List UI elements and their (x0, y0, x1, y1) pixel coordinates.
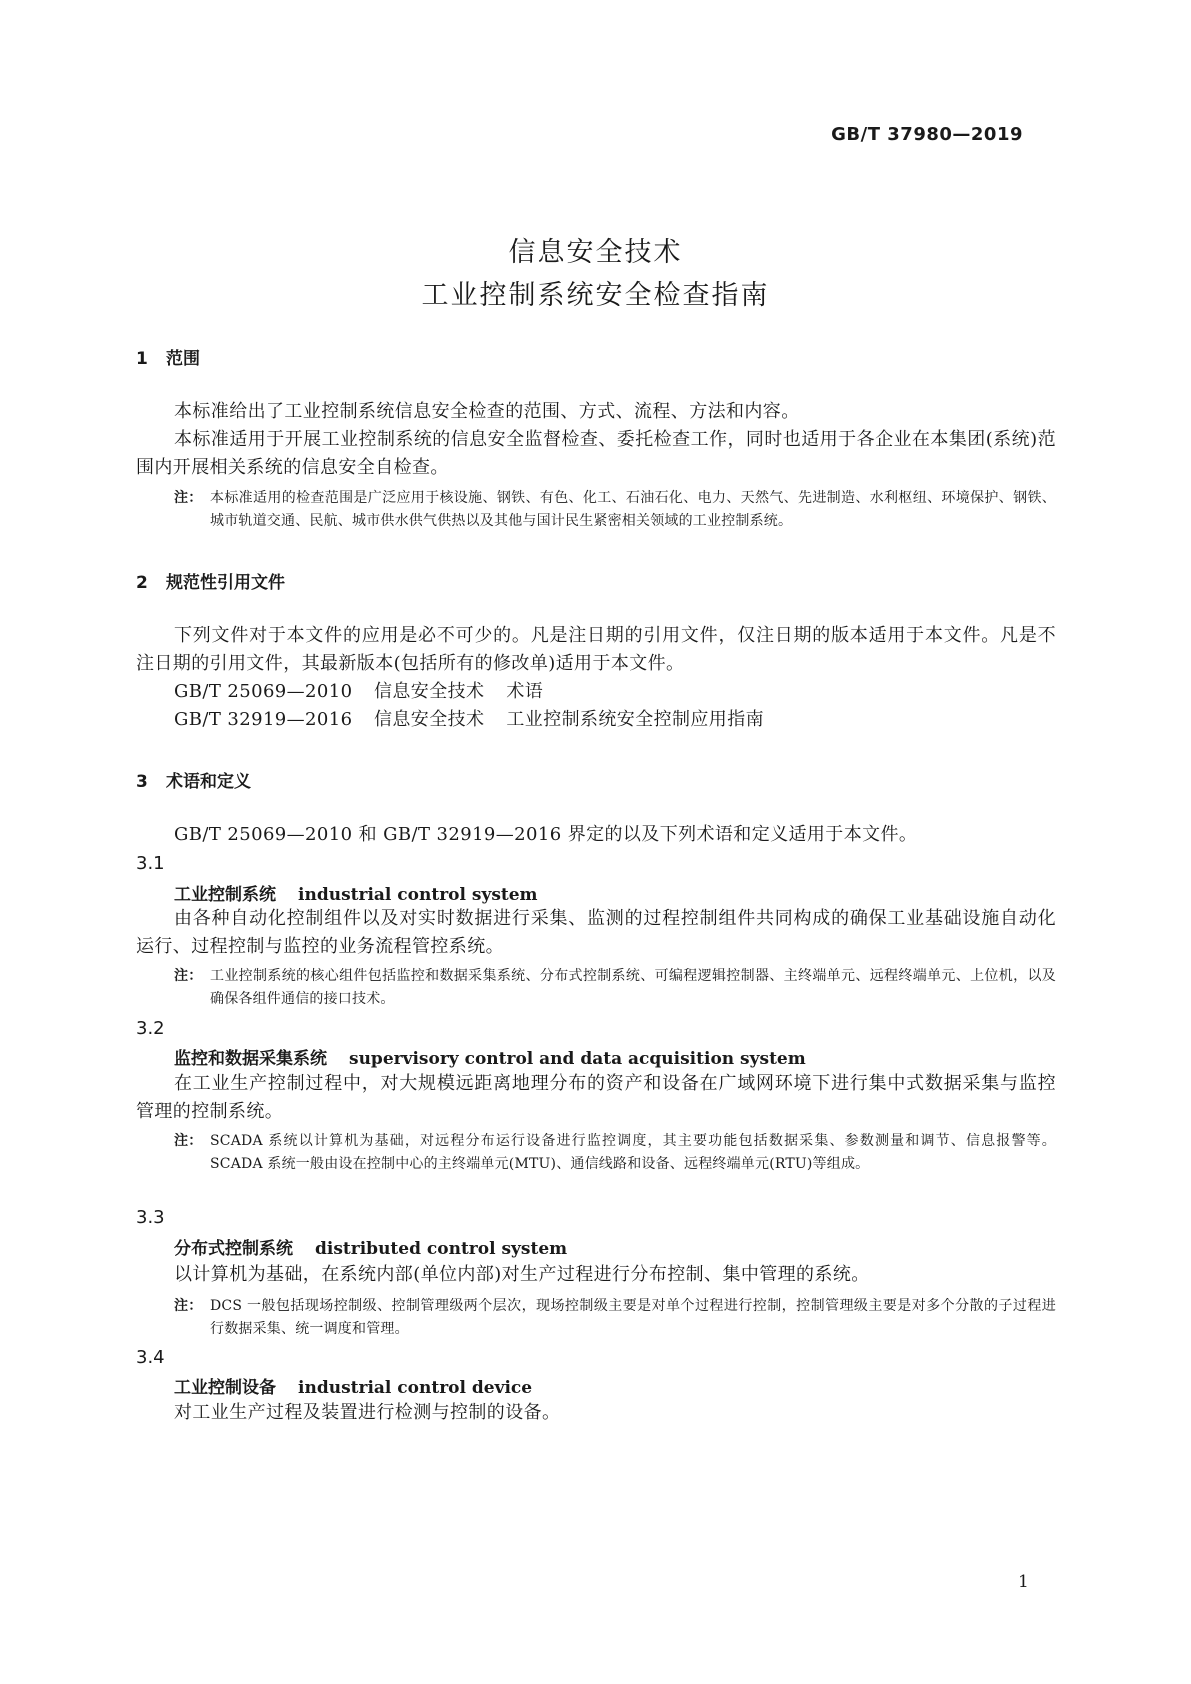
reference-title-part-b: 术语 (506, 681, 544, 702)
document-title-line-1: 信息安全技术 (508, 237, 683, 268)
reference-item (174, 706, 1054, 734)
section-3-title: 术语和定义 (166, 772, 251, 792)
section-3-heading (136, 767, 251, 792)
section-1-paragraph-2: 本标准适用于开展工业控制系统的信息安全监督检查、委托检查工作，同时也适用于各企业在本集团(系统)范围内开展相关系统的信息安全自检查。 (136, 429, 1056, 478)
note-text: DCS 一般包括现场控制级、控制管理级两个层次，现场控制级主要是对单个过程进行控制，控制管理级主要是对多个分散的子过程进行数据采集、统一调度和管理。 (210, 1298, 1056, 1337)
page-number: 1 (1018, 1572, 1029, 1592)
section-3-number: 3 (136, 772, 148, 792)
section-1-heading (136, 344, 200, 369)
term-heading (174, 1234, 567, 1259)
section-1-title: 范围 (166, 349, 200, 369)
term-en: supervisory control and data acquisition system (349, 1049, 806, 1069)
term-zh: 分布式控制系统 (174, 1239, 293, 1259)
term-number: 3.1 (136, 853, 165, 874)
term-definition: 以计算机为基础，在系统内部(单位内部)对生产过程进行分布控制、集中管理的系统。 (174, 1264, 870, 1285)
reference-title-part-a: 信息安全技术 (374, 681, 485, 702)
note-label: 注： (174, 1298, 203, 1314)
section-2-title: 规范性引用文件 (166, 573, 285, 593)
reference-code: GB/T 25069—2010 (174, 681, 353, 702)
term-note (174, 1295, 1056, 1341)
term-heading (174, 1044, 806, 1069)
term-zh: 监控和数据采集系统 (174, 1049, 327, 1069)
term-en: industrial control device (298, 1378, 533, 1398)
note-text: 工业控制系统的核心组件包括监控和数据采集系统、分布式控制系统、可编程逻辑控制器、主终端单元、远程终端单元、上位机，以及确保各组件通信的接口技术。 (210, 968, 1056, 1007)
term-note (174, 965, 1056, 1011)
section-1-note (174, 487, 1056, 533)
term-note (174, 1130, 1056, 1176)
section-1-number: 1 (136, 349, 148, 369)
document-title-line-2: 工业控制系统安全检查指南 (421, 280, 770, 311)
section-1-paragraph-1: 本标准给出了工业控制系统信息安全检查的范围、方式、流程、方法和内容。 (174, 401, 800, 422)
term-definition: 由各种自动化控制组件以及对实时数据进行采集、监测的过程控制组件共同构成的确保工业基础设施自动化运行、过程控制与监控的业务流程管控系统。 (136, 908, 1056, 957)
term-heading (174, 880, 538, 905)
section-2-number: 2 (136, 573, 148, 593)
term-definition: 对工业生产过程及装置进行检测与控制的设备。 (174, 1402, 561, 1423)
note-label: 注： (174, 490, 203, 506)
reference-title-part-b: 工业控制系统安全控制应用指南 (506, 709, 765, 730)
section-2-heading (136, 568, 285, 593)
term-zh: 工业控制系统 (174, 885, 276, 905)
term-number: 3.4 (136, 1347, 165, 1368)
section-3-intro: GB/T 25069—2010 和 GB/T 32919—2016 界定的以及下列术语和定义适用于本文件。 (174, 824, 918, 845)
term-number: 3.3 (136, 1207, 165, 1228)
note-label: 注： (174, 1133, 203, 1149)
reference-code: GB/T 32919—2016 (174, 709, 353, 730)
term-en: industrial control system (298, 885, 538, 905)
term-heading (174, 1373, 532, 1398)
section-2-paragraph-1: 下列文件对于本文件的应用是必不可少的。凡是注日期的引用文件，仅注日期的版本适用于本文件。凡是不注日期的引用文件，其最新版本(包括所有的修改单)适用于本文件。 (136, 625, 1056, 674)
term-definition: 在工业生产控制过程中，对大规模远距离地理分布的资产和设备在广域网环境下进行集中式数据采集与监控管理的控制系统。 (136, 1073, 1056, 1122)
reference-title-part-a: 信息安全技术 (374, 709, 485, 730)
term-zh: 工业控制设备 (174, 1378, 276, 1398)
standard-number: GB/T 37980—2019 (831, 124, 1023, 145)
reference-item (174, 678, 1054, 706)
term-number: 3.2 (136, 1018, 165, 1039)
note-text: SCADA 系统以计算机为基础，对远程分布运行设备进行监控调度，其主要功能包括数据采集、参数测量和调节、信息报警等。SCADA 系统一般由设在控制中心的主终端单元(MTU)、通信线路和设备、远程终端单元(RTU)等组成。 (210, 1133, 1056, 1172)
term-en: distributed control system (315, 1239, 568, 1259)
note-text: 本标准适用的检查范围是广泛应用于核设施、钢铁、有色、化工、石油石化、电力、天然气、先进制造、水利枢纽、环境保护、钢铁、城市轨道交通、民航、城市供水供气供热以及其他与国计民生紧密相关领域的工业控制系统。 (210, 490, 1056, 529)
note-label: 注： (174, 968, 203, 984)
